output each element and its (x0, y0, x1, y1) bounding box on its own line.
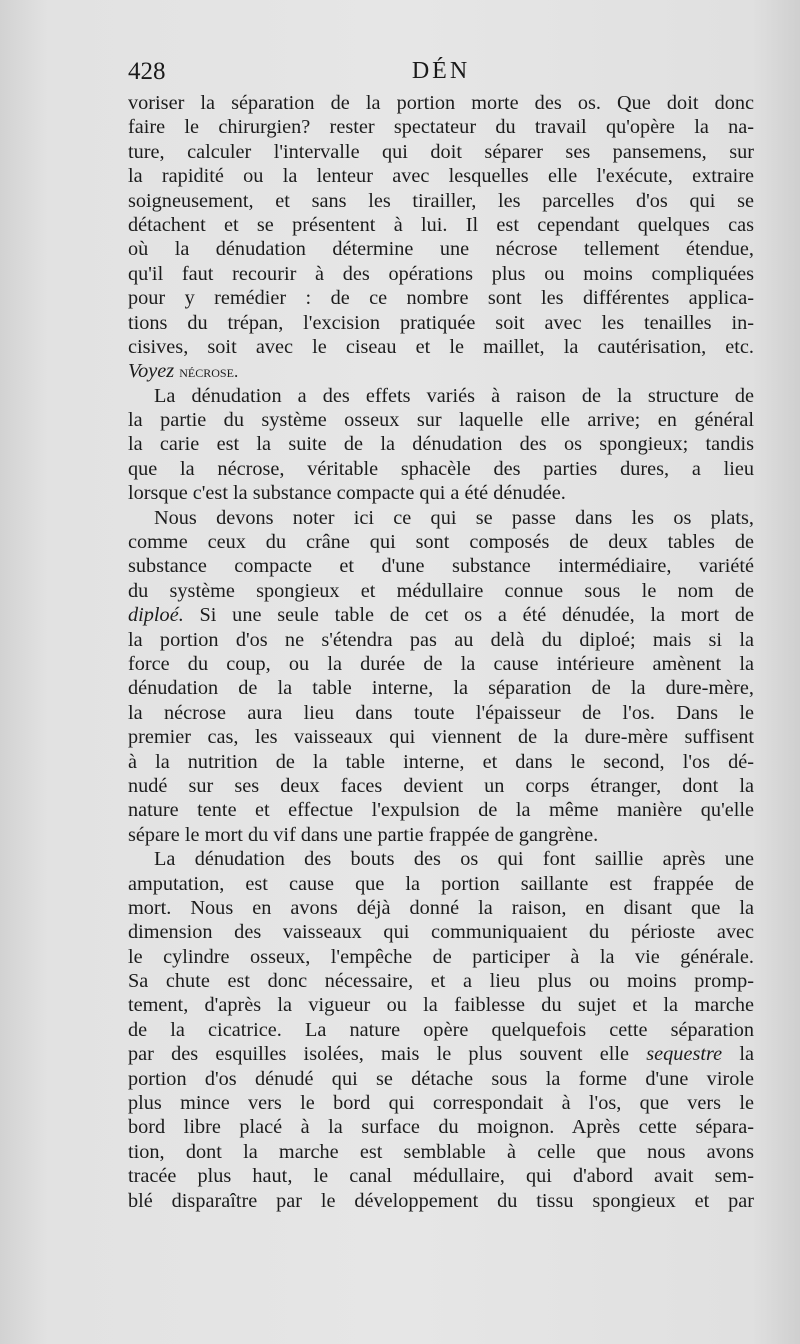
text-line: la rapidité ou la lenteur avec lesquelles elle l'exécute, extraire (128, 165, 754, 188)
text-line: dénudation de la table interne, la séparation de la dure-mère, (128, 677, 754, 700)
text-line: dimension des vaisseaux qui communiquaient du périoste avec (128, 921, 754, 944)
text-line: soigneusement, et sans les tirailler, les parcelles d'os qui se (128, 189, 754, 212)
text-line: pour y remédier : de ce nombre sont les différentes applica- (128, 287, 754, 310)
text-line: voriser la séparation de la portion morte des os. Que doit donc (128, 92, 754, 114)
text-line: tracée plus haut, le canal médullaire, qui d'abord avait sem- (128, 1165, 754, 1188)
text-fragment: Si une seule table de cet os a été dénudée, la mort de (183, 604, 754, 627)
text-line: comme ceux du crâne qui sont composés de deux tables de (128, 531, 754, 554)
see-also-term: nécrose. (179, 362, 239, 382)
text-line: où la dénudation détermine une nécrose tellement étendue, (128, 238, 754, 261)
text-line: la nécrose aura lieu dans toute l'épaisseur de l'os. Dans le (128, 701, 754, 724)
text-line: cisives, soit avec le ciseau et le maillet, la cautérisation, etc. (128, 335, 754, 358)
text-line: de la cicatrice. La nature opère quelquefois cette séparation (128, 1018, 754, 1041)
text-line: nudé sur ses deux faces devient un corps étranger, dont la (128, 774, 754, 797)
text-line: sépare le mort du vif dans une partie frappée de gangrène. (128, 823, 599, 846)
see-also-label: Voyez (128, 360, 175, 383)
paragraph-2 (128, 384, 754, 506)
text-line: à la nutrition de la table interne, et dans le second, l'os dé- (128, 750, 754, 773)
body-text (128, 91, 754, 1213)
paragraph-3 (128, 506, 754, 847)
text-line: substance compacte et d'une substance intermédiaire, variété (128, 555, 754, 578)
text-line: faire le chirurgien? rester spectateur du travail qu'opère la na- (128, 116, 754, 139)
text-line: la carie est la suite de la dénudation des os spongieux; tandis (128, 433, 754, 456)
text-line: lorsque c'est la substance compacte qui a été dénudée. (128, 482, 566, 505)
page-number: 428 (128, 58, 166, 85)
italic-term: sequestre (646, 1043, 723, 1066)
text-line: qu'il faut recourir à des opérations plus ou moins compliquées (128, 262, 754, 285)
text-fragment: par des esquilles isolées, mais le plus souvent elle (128, 1043, 647, 1066)
text-line: La dénudation a des effets variés à raison de la structure de (154, 384, 754, 407)
text-line: que la nécrose, véritable sphacèle des parties dures, a lieu (128, 457, 754, 480)
running-head-title: DÉN (411, 58, 471, 84)
text-line: Sa chute est donc nécessaire, et a lieu plus ou moins promp- (128, 970, 754, 993)
text-line (128, 603, 754, 627)
text-line: Nous devons noter ici ce qui se passe dans les os plats, (154, 506, 754, 529)
text-line: premier cas, les vaisseaux qui viennent de la dure-mère suffisent (128, 726, 754, 749)
text-line: force du coup, ou la durée de la cause intérieure amènent la (128, 652, 754, 675)
running-head (128, 58, 754, 92)
text-line: mort. Nous en avons déjà donné la raison, en disant que la (128, 896, 754, 919)
text-line: tement, d'après la vigueur ou la faiblesse du sujet et la marche (128, 994, 754, 1017)
text-line: tions du trépan, l'excision pratiquée soit avec les tenailles in- (128, 311, 754, 334)
text-line: plus mince vers le bord qui correspondait à l'os, que vers le (128, 1092, 754, 1115)
text-line: la partie du système osseux sur laquelle elle arrive; en général (128, 409, 754, 432)
text-line: du système spongieux et médullaire connue sous le nom de (128, 579, 754, 602)
italic-term: diploé. (128, 604, 184, 627)
text-fragment: la (722, 1043, 754, 1066)
text-line: La dénudation des bouts des os qui font saillie après une (154, 848, 754, 871)
text-line: bord libre placé à la surface du moignon. Après cette sépara- (128, 1116, 754, 1139)
paragraph-4 (128, 847, 754, 1213)
text-line: nature tente et effectue l'expulsion de la même manière qu'elle (128, 799, 754, 822)
text-line: le cylindre osseux, l'empêche de participer à la vie générale. (128, 945, 754, 968)
text-line: tion, dont la marche est semblable à celle que nous avons (128, 1140, 754, 1163)
see-also-line (128, 359, 754, 383)
text-line: ture, calculer l'intervalle qui doit séparer ses pansemens, sur (128, 140, 754, 163)
text-line: détachent et se présentent à lui. Il est cependant quelques cas (128, 213, 754, 236)
paragraph-1 (128, 91, 754, 384)
text-line: blé disparaître par le développement du tissu spongieux et par (128, 1189, 754, 1212)
text-line: portion d'os dénudé qui se détache sous la forme d'une virole (128, 1067, 754, 1090)
text-line: amputation, est cause que la portion saillante est frappée de (128, 872, 754, 895)
text-line (128, 1042, 754, 1066)
text-line: la portion d'os ne s'étendra pas au delà du diploé; mais si la (128, 628, 754, 651)
